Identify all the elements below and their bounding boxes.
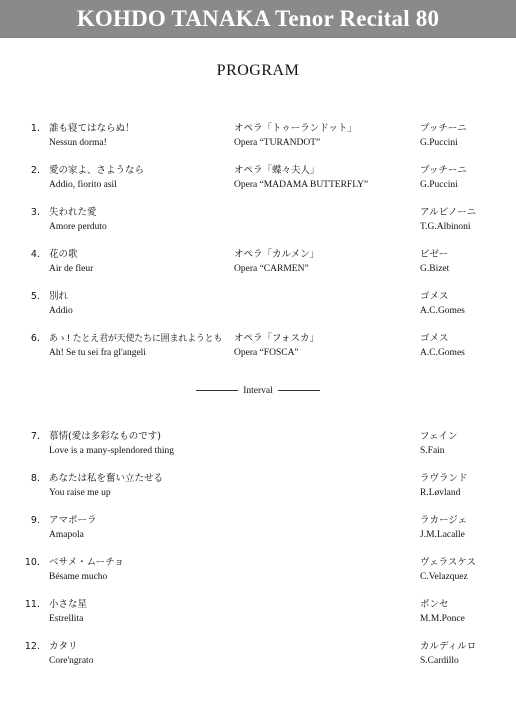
composer-ja: プッチーニ — [420, 165, 467, 176]
composer-en: R.Løvland — [420, 488, 461, 498]
composer-en: A.C.Gomes — [420, 306, 465, 316]
composer-ja: ポンセ — [420, 599, 449, 610]
composer-en: S.Fain — [420, 446, 445, 456]
composer-en: T.G.Albinoni — [420, 222, 471, 232]
item-number: 5. — [30, 291, 40, 302]
composer-ja: アルビノーニ — [420, 207, 477, 218]
composer-ja: ラヴランド — [420, 473, 468, 484]
song-title-en: Air de fleur — [49, 264, 94, 274]
program-item — [0, 248, 516, 282]
program-item — [0, 290, 516, 324]
opera-title-en: Opera “TURANDOT” — [234, 138, 321, 148]
item-number: 7. — [30, 431, 40, 442]
composer-en: C.Velazquez — [420, 572, 468, 582]
opera-title-ja: オペラ「フォスカ」 — [234, 333, 320, 344]
item-number: 10. — [24, 557, 40, 568]
program-item — [0, 164, 516, 198]
composer-en: A.C.Gomes — [420, 348, 465, 358]
song-title-ja: 小さな星 — [49, 599, 88, 610]
interval-label: Interval — [243, 386, 273, 396]
opera-title-en: Opera “FOSCA” — [234, 348, 299, 358]
program-item — [0, 556, 516, 590]
song-title-en: Nessun dorma! — [49, 138, 107, 148]
song-title-ja: 花の歌 — [49, 249, 78, 260]
opera-title-en: Opera “CARMEN” — [234, 264, 309, 274]
composer-en: G.Puccini — [420, 180, 458, 190]
song-title-ja: アマポーラ — [49, 515, 97, 526]
song-title-en: Addio — [49, 306, 73, 316]
composer-ja: プッチーニ — [420, 123, 467, 134]
item-number: 3. — [30, 207, 40, 218]
opera-title-ja: オペラ「カルメン」 — [234, 249, 320, 260]
song-title-ja: 慕情(愛は多彩なものです) — [49, 431, 161, 442]
song-title-ja: 失われた愛 — [49, 207, 97, 218]
song-title-en: Estrellita — [49, 614, 84, 624]
composer-ja: フェイン — [420, 431, 458, 442]
program-item — [0, 206, 516, 240]
composer-ja: ラカージェ — [420, 515, 468, 526]
divider-line-left — [196, 390, 238, 391]
composer-en: S.Cardillo — [420, 656, 459, 666]
divider-line-right — [278, 390, 320, 391]
program-item — [0, 122, 516, 156]
song-title-ja: 別れ — [49, 291, 69, 302]
interval-divider — [0, 386, 516, 396]
item-number: 6. — [30, 333, 40, 344]
composer-en: J.M.Lacalle — [420, 530, 465, 540]
item-number: 2. — [30, 165, 40, 176]
program-item — [0, 430, 516, 464]
composer-ja: ゴメス — [420, 291, 449, 302]
item-number: 4. — [30, 249, 40, 260]
composer-ja: ヴェラスケス — [420, 557, 476, 568]
composer-en: G.Bizet — [420, 264, 450, 274]
composer-ja: ゴメス — [420, 333, 449, 344]
opera-title-ja: オペラ「蝶々夫人」 — [234, 165, 320, 176]
program-item — [0, 514, 516, 548]
program-item — [0, 472, 516, 506]
song-title-ja: あなたは私を奮い立たせる — [49, 473, 164, 484]
item-number: 12. — [24, 641, 40, 652]
program-item — [0, 598, 516, 632]
program-heading: PROGRAM — [216, 62, 300, 79]
song-title-en: Amapola — [49, 530, 84, 540]
song-title-en: Amore perduto — [49, 222, 107, 232]
recital-title-banner: KOHDO TANAKA Tenor Recital 80 — [0, 0, 516, 38]
item-number: 9. — [30, 515, 40, 526]
song-title-ja: ベサメ・ムーチョ — [49, 557, 124, 568]
item-number: 11. — [24, 599, 40, 610]
composer-en: G.Puccini — [420, 138, 458, 148]
opera-title-en: Opera “MADAMA BUTTERFLY” — [234, 180, 369, 190]
song-title-ja: 愛の家よ、さようなら — [49, 165, 145, 176]
composer-en: M.M.Ponce — [420, 614, 465, 624]
song-title-ja: あゝ! たとえ君が天使たちに囲まれようとも — [49, 334, 223, 344]
song-title-en: Addio, fiorito asil — [49, 180, 117, 190]
song-title-ja: カタリ — [49, 641, 78, 652]
item-number: 8. — [30, 473, 40, 484]
song-title-en: Ah! Se tu sei fra gl'angeli — [49, 348, 146, 358]
song-title-en: Love is a many-splendored thing — [49, 446, 175, 456]
composer-ja: カルディルロ — [420, 641, 477, 652]
item-number: 1. — [30, 123, 40, 134]
song-title-ja: 誰も寝てはならぬ！ — [49, 123, 135, 134]
program-item — [0, 332, 516, 366]
song-title-en: Core'ngrato — [49, 656, 94, 666]
song-title-en: You raise me up — [49, 488, 111, 498]
song-title-en: Bésame mucho — [49, 572, 108, 582]
program-item — [0, 640, 516, 674]
composer-ja: ビゼー — [420, 249, 449, 260]
opera-title-ja: オペラ「トゥーランドット」 — [234, 123, 357, 134]
